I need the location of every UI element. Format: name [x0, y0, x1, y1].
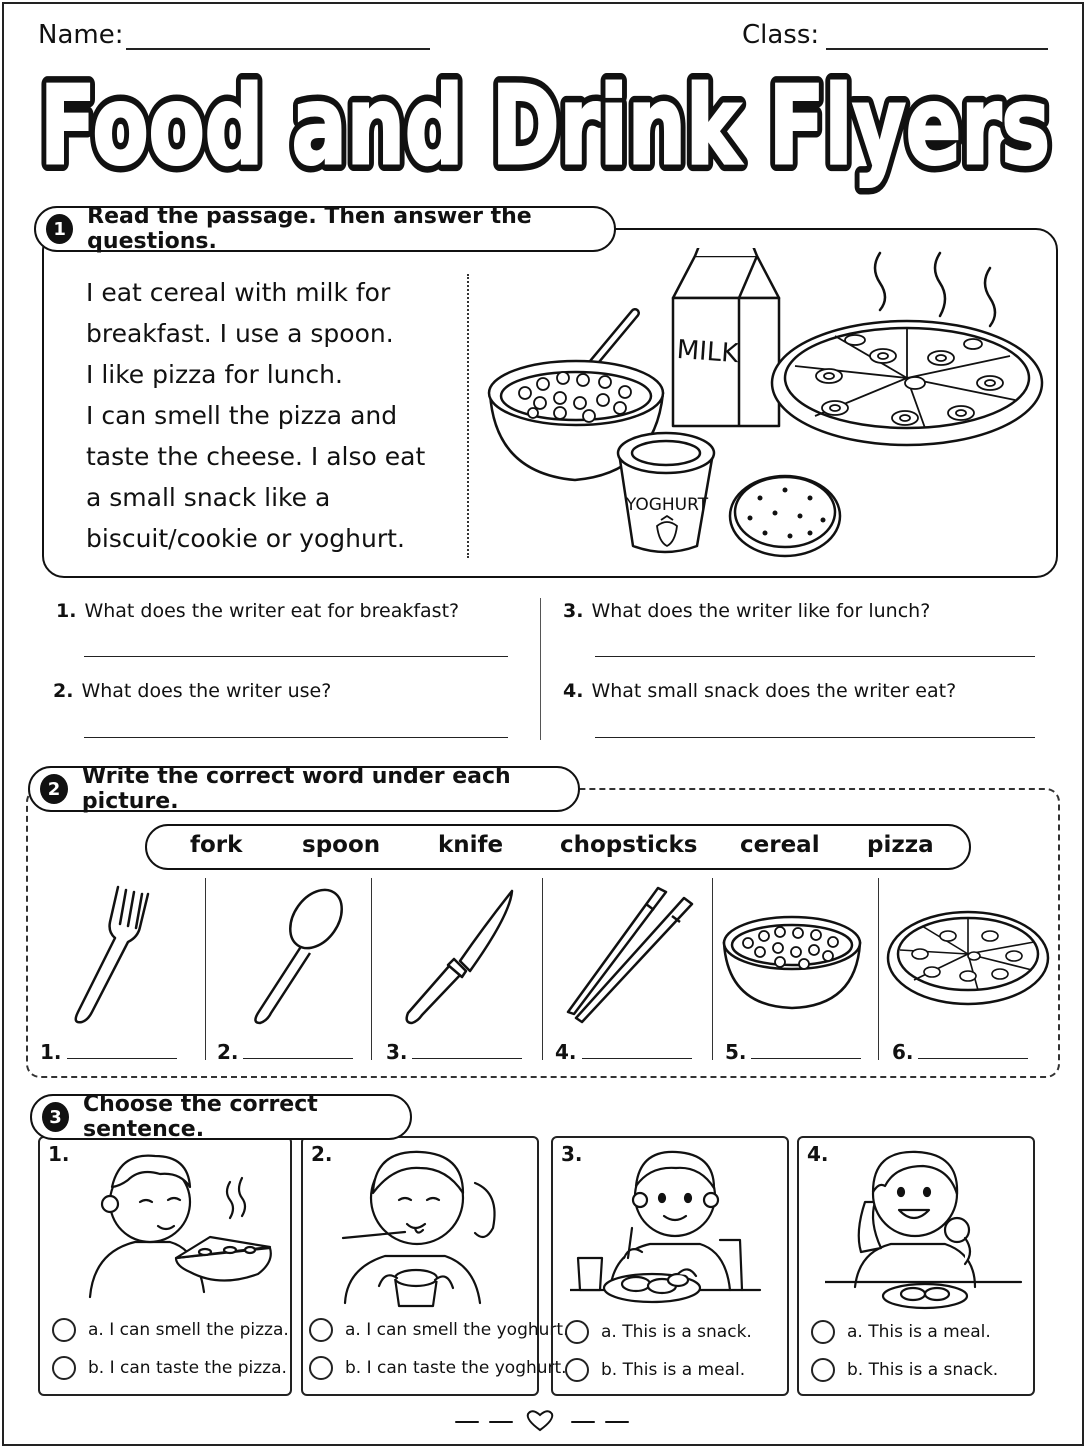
picture-label-5: 5.: [725, 1040, 747, 1064]
option-text: a. I can smell the pizza.: [88, 1320, 289, 1340]
class-label: Class:: [742, 20, 820, 50]
picture-divider: [878, 878, 879, 1060]
picture-label-3: 3.: [386, 1040, 408, 1064]
picture-answer-line-6[interactable]: [918, 1058, 1028, 1059]
cereal-bowl-icon: [718, 908, 868, 1013]
answer-line-1[interactable]: [84, 656, 508, 657]
question-number: 1.: [56, 600, 77, 622]
question-2: [53, 680, 331, 702]
class-line[interactable]: [826, 48, 1048, 50]
question-4: [563, 680, 956, 702]
passage-line: I eat cereal with milk for: [86, 278, 391, 307]
name-line[interactable]: [126, 48, 430, 50]
radio-button[interactable]: [811, 1320, 835, 1344]
girl-tasting-yoghurt-illustration: [335, 1138, 525, 1308]
question-3: [563, 600, 930, 622]
word-bank-item: cereal: [740, 832, 820, 858]
pizza-icon: [772, 321, 1042, 445]
question-text: What does the writer use?: [81, 680, 332, 702]
option-text: b. I can taste the yoghurt.: [345, 1358, 567, 1378]
section3-instruction: Choose the correct sentence.: [82, 1092, 318, 1142]
card3-option-a[interactable]: [565, 1320, 752, 1344]
picture-answer-line-4[interactable]: [582, 1058, 692, 1059]
picture-divider: [712, 878, 713, 1060]
milk-label: MILK: [675, 334, 740, 370]
section2-instruction: Write the correct word under each picture.: [81, 764, 511, 814]
picture-label-4: 4.: [555, 1040, 577, 1064]
passage-divider: [467, 274, 469, 558]
milk-carton-icon: [673, 248, 779, 426]
picture-label-6: 6.: [892, 1040, 914, 1064]
card2-option-b[interactable]: [309, 1356, 567, 1380]
heart-ornament-icon: [452, 1408, 632, 1434]
section1-number: 1: [46, 214, 73, 244]
reading-passage: [86, 272, 456, 559]
spoon-icon: [240, 885, 350, 1030]
knife-icon: [400, 885, 520, 1030]
word-bank-item: spoon: [302, 832, 381, 858]
picture-answer-line-3[interactable]: [412, 1058, 522, 1059]
page-title: [30, 58, 1060, 198]
answer-line-2[interactable]: [84, 737, 508, 738]
section2-heading: [28, 766, 580, 812]
steam-icon: [875, 253, 995, 326]
question-number: 3.: [563, 600, 584, 622]
option-text: b. I can taste the pizza.: [88, 1358, 287, 1378]
boy-smelling-pizza-illustration: [80, 1142, 280, 1302]
question-1: [56, 600, 459, 622]
option-text: b. This is a meal.: [601, 1360, 746, 1380]
yoghurt-label: YOGHURT: [625, 495, 709, 515]
answer-line-3[interactable]: [595, 656, 1035, 657]
picture-answer-line-5[interactable]: [751, 1058, 861, 1059]
radio-button[interactable]: [565, 1358, 589, 1382]
option-text: b. This is a snack.: [847, 1360, 999, 1380]
picture-answer-line-2[interactable]: [243, 1058, 353, 1059]
question-text: What does the writer eat for breakfast?: [84, 600, 460, 622]
section1-heading: [34, 206, 616, 252]
picture-divider: [542, 878, 543, 1060]
word-bank-item: pizza: [867, 832, 934, 858]
passage-line: taste the cheese. I also eat: [86, 442, 426, 471]
card-number: 3.: [561, 1142, 583, 1166]
passage-line: breakfast. I use a spoon.: [86, 319, 394, 348]
question-text: What does the writer like for lunch?: [591, 600, 931, 622]
section3-heading: [30, 1094, 412, 1140]
chopsticks-icon: [560, 882, 700, 1027]
picture-divider: [205, 878, 206, 1060]
card1-option-a[interactable]: [52, 1318, 289, 1342]
yoghurt-cup-icon: [618, 433, 714, 552]
radio-button[interactable]: [309, 1356, 333, 1380]
breakfast-lunch-illustration: [485, 248, 1045, 563]
card-number: 1.: [48, 1142, 70, 1166]
section1-instruction: Read the passage. Then answer the questions.: [87, 204, 532, 254]
word-bank-item: knife: [438, 832, 504, 858]
option-text: a. I can smell the yoghurt.: [345, 1320, 569, 1340]
passage-line: I can smell the pizza and: [86, 401, 398, 430]
radio-button[interactable]: [52, 1356, 76, 1380]
radio-button[interactable]: [811, 1358, 835, 1382]
passage-line: biscuit/cookie or yoghurt.: [86, 524, 405, 553]
question-text: What small snack does the writer eat?: [591, 680, 957, 702]
picture-divider: [371, 878, 372, 1060]
word-bank-item: chopsticks: [560, 832, 698, 858]
page-title-outline: Food and Drink Flyers: [40, 64, 1050, 189]
option-text: a. This is a meal.: [847, 1322, 991, 1342]
page-title-fill: Food and Drink Flyers: [40, 64, 1050, 189]
card2-option-a[interactable]: [309, 1318, 568, 1342]
pizza-icon: [886, 906, 1054, 1006]
card1-option-b[interactable]: [52, 1356, 287, 1380]
fork-icon: [60, 882, 160, 1027]
card4-option-b[interactable]: [811, 1358, 998, 1382]
section2-number: 2: [40, 774, 68, 804]
passage-line: I like pizza for lunch.: [86, 360, 343, 389]
name-label: Name:: [38, 20, 124, 50]
word-bank-item: fork: [190, 832, 243, 858]
radio-button[interactable]: [52, 1318, 76, 1342]
picture-answer-line-1[interactable]: [67, 1058, 177, 1059]
card-number: 4.: [807, 1142, 829, 1166]
card-number: 2.: [311, 1142, 333, 1166]
questions-divider: [540, 598, 541, 740]
picture-label-1: 1.: [40, 1040, 62, 1064]
section3-number: 3: [42, 1102, 69, 1132]
picture-label-2: 2.: [217, 1040, 239, 1064]
answer-line-4[interactable]: [595, 737, 1035, 738]
word-bank: [145, 824, 971, 870]
question-number: 4.: [563, 680, 584, 702]
card4-option-a[interactable]: [811, 1320, 991, 1344]
radio-button[interactable]: [565, 1320, 589, 1344]
card3-option-b[interactable]: [565, 1358, 745, 1382]
radio-button[interactable]: [309, 1318, 333, 1342]
girl-eating-snack-illustration: [825, 1142, 1025, 1312]
option-text: a. This is a snack.: [601, 1322, 752, 1342]
biscuit-icon: [730, 476, 840, 556]
question-number: 2.: [53, 680, 74, 702]
passage-line: a small snack like a: [86, 483, 331, 512]
boy-eating-meal-illustration: [570, 1140, 770, 1310]
